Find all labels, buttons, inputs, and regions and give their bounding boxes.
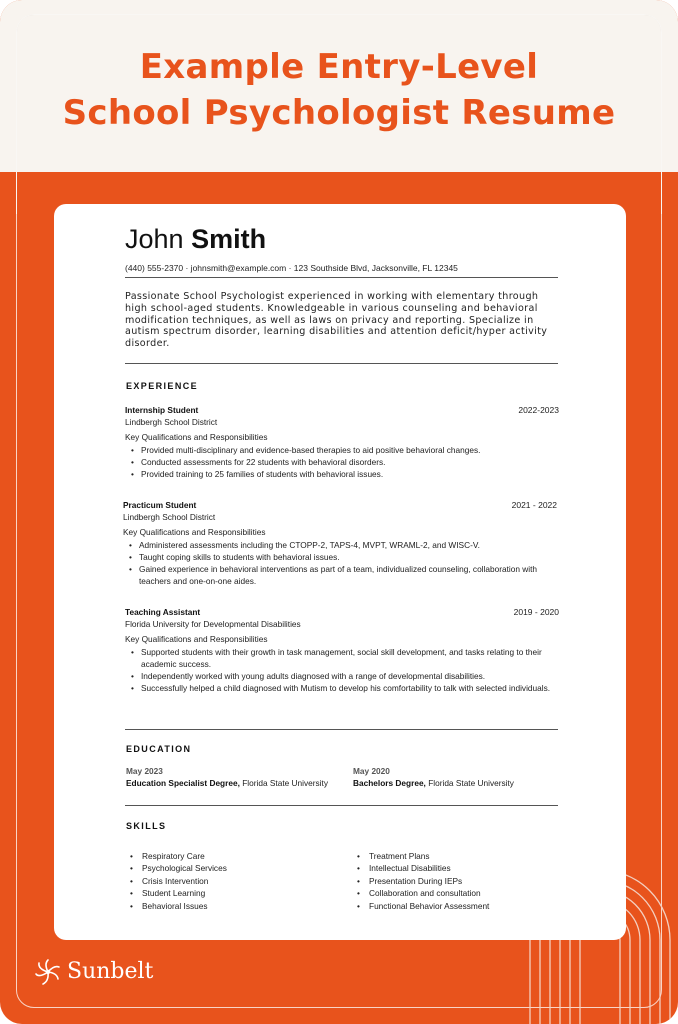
job-bullet: • Administered assessments including the CTOPP-2, TAPS-4, MVPT, WRAML-2, and WISC-V. xyxy=(127,539,557,551)
education-degree: Bachelors Degree, xyxy=(353,778,426,789)
job-bullet: • Gained experience in behavioral interventions as part of a team, individualized counseling, collaboration with teachers and one-on-one aides. xyxy=(127,563,557,587)
resume-card xyxy=(54,204,626,940)
education-date: May 2020 xyxy=(353,766,390,776)
first-name: John xyxy=(125,224,184,254)
job-bullet: • Provided training to 25 families of students with behavioral issues. xyxy=(129,468,559,480)
page-title-line-2: School Psychologist Resume xyxy=(62,93,616,133)
job-bullet: • Successfully helped a child diagnosed with Mutism to develop his comfortability to talk with selected individuals. xyxy=(129,682,559,694)
job-bullet: • Provided multi-disciplinary and evidence-based therapies to aid positive behavioral changes. xyxy=(129,444,559,456)
job-qualifications-label: Key Qualifications and Responsibilities xyxy=(125,432,268,443)
job-role: Practicum Student xyxy=(123,500,197,510)
job-bullets xyxy=(123,539,557,588)
job-bullet: • Independently worked with young adults diagnosed with a range of developmental disabilities. xyxy=(129,670,559,682)
job-qualifications-label: Key Qualifications and Responsibilities xyxy=(123,527,266,538)
education-school: Florida State University xyxy=(242,778,328,789)
skill-item: • Intellectual Disabilities xyxy=(353,862,489,874)
page-title-line-1: Example Entry-Level xyxy=(139,47,539,87)
education-heading: EDUCATION xyxy=(126,744,192,754)
skill-item: • Behavioral Issues xyxy=(126,900,227,912)
logo-text: Sunbelt xyxy=(67,959,154,984)
skill-item: • Functional Behavior Assessment xyxy=(353,900,489,912)
divider xyxy=(125,277,558,278)
last-name: Smith xyxy=(191,224,267,254)
experience-heading: EXPERIENCE xyxy=(126,381,199,391)
education-date: May 2023 xyxy=(126,766,163,776)
job-org: Lindbergh School District xyxy=(125,417,218,428)
job-date: 2022-2023 xyxy=(518,405,559,415)
skill-item: • Respiratory Care xyxy=(126,850,227,862)
divider xyxy=(125,363,558,364)
contact-line: (440) 555-2370 · johnsmith@example.com · 123 Southside Blvd, Jacksonville, FL 12345 xyxy=(125,263,458,273)
job-entry xyxy=(123,499,557,587)
education-school: Florida State University xyxy=(428,778,514,789)
sunburst-icon xyxy=(34,958,62,986)
candidate-name xyxy=(125,222,266,256)
education-degree: Education Specialist Degree, xyxy=(126,778,240,789)
job-date: 2021 - 2022 xyxy=(511,500,557,510)
skill-item: • Collaboration and consultation xyxy=(353,887,489,899)
job-date: 2019 - 2020 xyxy=(513,607,559,617)
job-bullet: • Supported students with their growth in task management, social skill development, and tasks relating to their academic success. xyxy=(129,646,559,670)
skill-item: • Treatment Plans xyxy=(353,850,489,862)
skills-list-right xyxy=(353,850,489,912)
job-org: Florida University for Developmental Disabilities xyxy=(125,619,301,630)
job-entry xyxy=(125,606,559,694)
summary: Passionate School Psychologist experienced in working with elementary through high school-aged students. Knowledgeable in various counseling and behavioral modification techniques, as well as laws on privacy and reporting. Specialize in autism spectrum disorder, learning disabilities and attention deficit/hyper activity disorder. xyxy=(125,291,548,350)
job-qualifications-label: Key Qualifications and Responsibilities xyxy=(125,634,268,645)
skills-list-left xyxy=(126,850,227,912)
job-role: Internship Student xyxy=(125,405,199,415)
job-entry xyxy=(125,404,559,480)
divider xyxy=(125,729,558,730)
skill-item: • Student Learning xyxy=(126,887,227,899)
education-entry xyxy=(353,765,514,790)
job-org: Lindbergh School District xyxy=(123,512,216,523)
skill-item: • Crisis Intervention xyxy=(126,875,227,887)
divider xyxy=(125,805,558,806)
job-bullets xyxy=(125,646,559,695)
sunbelt-logo[interactable] xyxy=(34,958,153,986)
job-bullet: • Taught coping skills to students with behavioral issues. xyxy=(127,551,557,563)
skills-heading: SKILLS xyxy=(126,821,167,831)
page-title xyxy=(0,44,678,136)
job-bullet: • Conducted assessments for 22 students with behavioral disorders. xyxy=(129,456,559,468)
skill-item: • Presentation During IEPs xyxy=(353,875,489,887)
skill-item: • Psychological Services xyxy=(126,862,227,874)
job-bullets xyxy=(125,444,559,481)
job-role: Teaching Assistant xyxy=(125,607,201,617)
title-banner xyxy=(0,0,678,172)
education-entry xyxy=(126,765,328,790)
